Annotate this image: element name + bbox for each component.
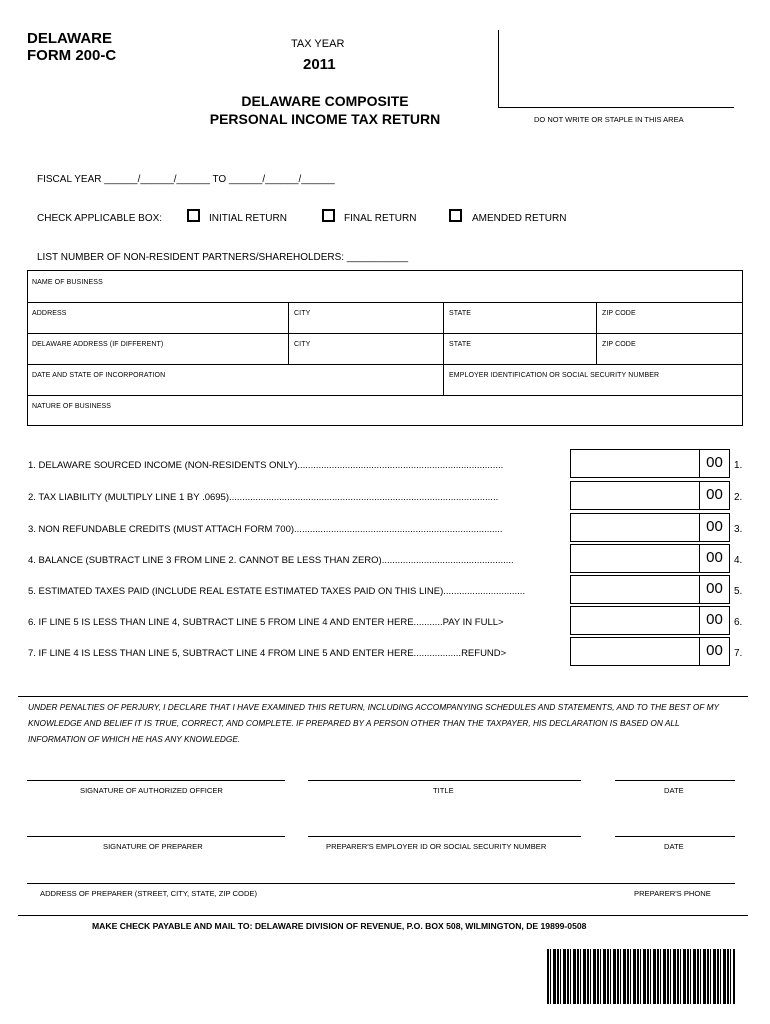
line-1-cents: 00 (706, 454, 723, 471)
line-2-cents: 00 (706, 486, 723, 503)
line-2-number: 2. (734, 492, 743, 503)
line-5-cents: 00 (706, 580, 723, 597)
delaware-city-field[interactable]: CITY (294, 341, 311, 348)
preparer-address-line[interactable] (27, 883, 735, 884)
officer-signature-line[interactable] (27, 780, 285, 781)
footer-divider (18, 915, 748, 916)
staple-area-border-bottom (498, 107, 734, 108)
date1-line[interactable] (615, 780, 735, 781)
form-title-line2: PERSONAL INCOME TAX RETURN (209, 111, 441, 127)
mail-instructions: MAKE CHECK PAYABLE AND MAIL TO: DELAWARE DIVISION OF REVENUE, P.O. BOX 508, WILMINGTON, DE 19899-0508 (92, 921, 587, 931)
date2-label: DATE (664, 842, 684, 851)
delaware-zip-field[interactable]: ZIP CODE (602, 341, 636, 348)
line-7-amount-box[interactable] (570, 637, 730, 666)
preparer-address-label: ADDRESS OF PREPARER (STREET, CITY, STATE, ZIP CODE) (40, 889, 258, 898)
line-5-amount-box[interactable] (570, 575, 730, 604)
initial-return-checkbox[interactable] (187, 209, 200, 222)
delaware-address-field[interactable]: DELAWARE ADDRESS (IF DIFFERENT) (32, 341, 164, 348)
staple-area-border-left (498, 30, 499, 108)
tax-year-label: TAX YEAR (291, 38, 345, 50)
state-field[interactable]: STATE (449, 310, 472, 317)
line-4-label: 4. BALANCE (SUBTRACT LINE 3 FROM LINE 2. CANNOT BE LESS THAN ZERO).................................................. (28, 555, 514, 566)
line-4-cents: 00 (706, 549, 723, 566)
amended-return-checkbox[interactable] (449, 209, 462, 222)
amended-return-label: AMENDED RETURN (472, 213, 567, 224)
line-1-amount-box[interactable] (570, 449, 730, 478)
title-label: TITLE (433, 786, 454, 795)
preparer-phone-label: PREPARER'S PHONE (634, 889, 711, 898)
line-7-number: 7. (734, 648, 743, 659)
preparer-id-label: PREPARER'S EMPLOYER ID OR SOCIAL SECURITY NUMBER (326, 842, 547, 851)
business-info-grid (27, 270, 743, 426)
initial-return-label: INITIAL RETURN (209, 213, 287, 224)
line-6-label: 6. IF LINE 5 IS LESS THAN LINE 4, SUBTRACT LINE 5 FROM LINE 4 AND ENTER HERE...........PAY IN FULL> (28, 617, 504, 628)
line-5-label: 5. ESTIMATED TAXES PAID (INCLUDE REAL ESTATE ESTIMATED TAXES PAID ON THIS LINE)............................... (28, 586, 526, 597)
date1-label: DATE (664, 786, 684, 795)
form-title-line1: DELAWARE COMPOSITE (241, 93, 409, 109)
line-2-label: 2. TAX LIABILITY (MULTIPLY LINE 1 BY .0695)...................................................................................................... (28, 492, 499, 503)
barcode-graphic (547, 949, 735, 1004)
partners-count-field[interactable]: LIST NUMBER OF NON-RESIDENT PARTNERS/SHAREHOLDERS: ___________ (37, 252, 409, 263)
line-6-amount-box[interactable] (570, 606, 730, 635)
ein-field[interactable]: EMPLOYER IDENTIFICATION OR SOCIAL SECURITY NUMBER (449, 372, 660, 379)
line-7-label: 7. IF LINE 4 IS LESS THAN LINE 5, SUBTRACT LINE 4 FROM LINE 5 AND ENTER HERE..................REFUND> (28, 648, 507, 659)
officer-signature-label: SIGNATURE OF AUTHORIZED OFFICER (80, 786, 223, 795)
preparer-signature-label: SIGNATURE OF PREPARER (103, 842, 203, 851)
line-5-number: 5. (734, 586, 743, 597)
tax-year-value: 2011 (303, 56, 336, 73)
final-return-label: FINAL RETURN (344, 213, 417, 224)
declaration-divider (18, 696, 748, 697)
staple-notice: DO NOT WRITE OR STAPLE IN THIS AREA (534, 115, 684, 124)
name-of-business-field[interactable]: NAME OF BUSINESS (32, 279, 103, 286)
perjury-declaration: UNDER PENALTIES OF PERJURY, I DECLARE THAT I HAVE EXAMINED THIS RETURN, INCLUDING ACCOMPANYING SCHEDULES AND STATEMENTS, AND TO THE BEST OF MY KNOWLEDGE AND BELIEF IT IS TRUE, CORRECT, AND COMPLETE. IF PREPARED BY A PERSON OTHER THAN THE TAXPAYER, HIS DECLARATION IS BASED ON ALL INFORMATION OF WHICH HE HAS ANY KNOWLEDGE. (28, 702, 719, 744)
check-applicable-label: CHECK APPLICABLE BOX: (37, 213, 163, 224)
line-2-amount-box[interactable] (570, 481, 730, 510)
line-6-cents: 00 (706, 611, 723, 628)
preparer-id-line[interactable] (308, 836, 581, 837)
state-heading: DELAWARE (27, 30, 113, 47)
nature-of-business-field[interactable]: NATURE OF BUSINESS (32, 403, 112, 410)
zip-code-field[interactable]: ZIP CODE (602, 310, 636, 317)
incorporation-field[interactable]: DATE AND STATE OF INCORPORATION (32, 372, 166, 379)
title-line[interactable] (308, 780, 581, 781)
line-3-cents: 00 (706, 518, 723, 535)
line-1-number: 1. (734, 460, 743, 471)
line-3-number: 3. (734, 524, 743, 535)
delaware-state-field[interactable]: STATE (449, 341, 472, 348)
fiscal-year-field[interactable]: FISCAL YEAR ______/______/______ TO ______/______/______ (37, 174, 335, 185)
line-4-number: 4. (734, 555, 743, 566)
preparer-signature-line[interactable] (27, 836, 285, 837)
line-4-amount-box[interactable] (570, 544, 730, 573)
line-7-cents: 00 (706, 642, 723, 659)
form-number: FORM 200-C (27, 47, 117, 64)
line-6-number: 6. (734, 617, 743, 628)
line-1-label: 1. DELAWARE SOURCED INCOME (NON-RESIDENTS ONLY).............................................................................. (28, 460, 504, 471)
city-field[interactable]: CITY (294, 310, 311, 317)
date2-line[interactable] (615, 836, 735, 837)
line-3-amount-box[interactable] (570, 513, 730, 542)
final-return-checkbox[interactable] (322, 209, 335, 222)
address-field[interactable]: ADDRESS (32, 310, 67, 317)
line-3-label: 3. NON REFUNDABLE CREDITS (MUST ATTACH FORM 700)............................................................................... (28, 524, 503, 535)
